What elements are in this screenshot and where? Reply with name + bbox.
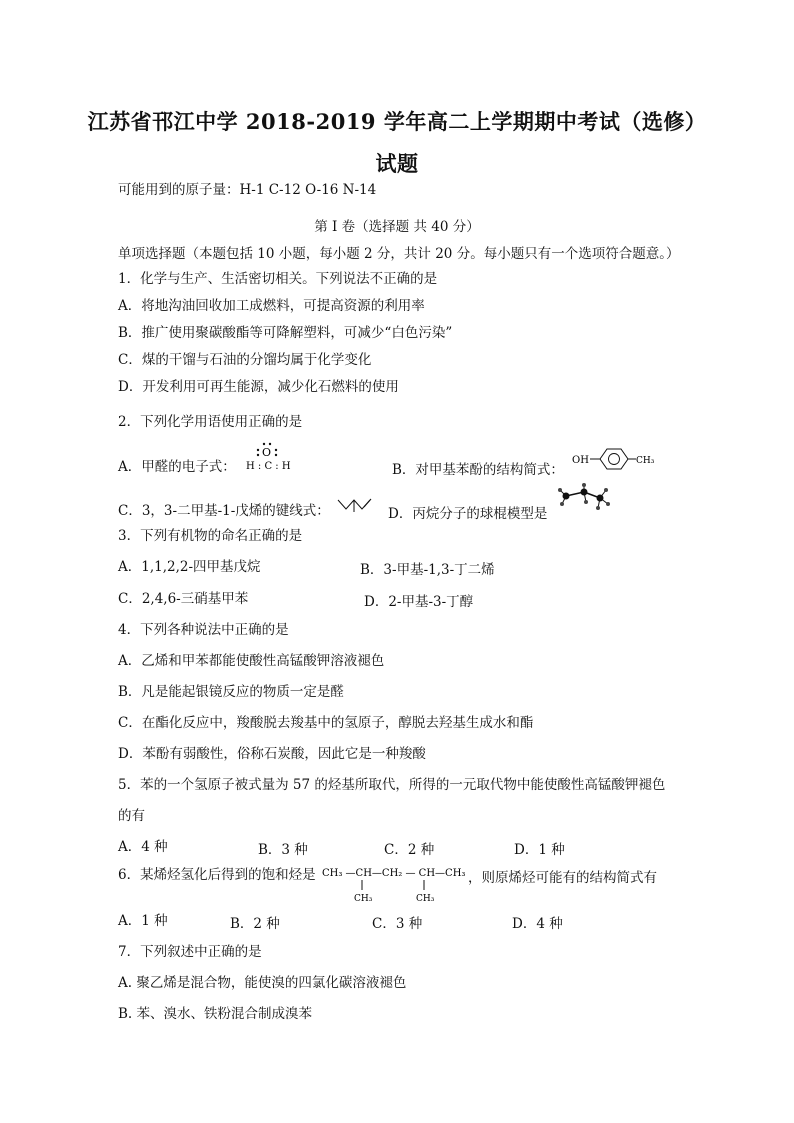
q4-stem: 4．下列各种说法中正确的是 — [118, 622, 289, 638]
q7-option-b: B. 苯、溴水、铁粉混合制成溴苯 — [118, 1006, 313, 1022]
branch-ch3-1: CH₃ — [354, 894, 373, 904]
instructions: 单项选择题（本题包括 10 小题，每小题 2 分，共计 20 分。每小题只有一个选项符合题意。） — [118, 246, 680, 262]
q2-option-c: C．3，3-二甲基-1-戊烯的键线式： — [118, 503, 330, 519]
exam-title: 江苏省邗江中学 2018-2019 学年高二上学期期中考试（选修） — [87, 109, 707, 134]
branch-ch3-2: CH₃ — [416, 894, 435, 904]
q3-option-c: C．2,4,6-三硝基甲苯 — [118, 591, 249, 607]
p-cresol-structure — [570, 444, 660, 474]
q7-stem: 7．下列叙述中正确的是 — [118, 944, 262, 960]
q6-option-a: A．1 种 — [118, 913, 168, 929]
cresol-ch3: CH₃ — [636, 456, 655, 466]
q4-option-a: A．乙烯和甲苯都能使酸性高锰酸钾溶液褪色 — [118, 653, 385, 669]
q1-option-b: B．推广使用聚碳酸酯等可降解塑料，可减少“白色污染” — [118, 325, 453, 341]
q5-stem-cont: 的有 — [118, 808, 145, 824]
formula-hch: H : C : H — [246, 461, 291, 472]
q5-option-b: B．3 种 — [258, 842, 308, 858]
skeletal-formula — [334, 494, 378, 516]
q5-option-a: A．4 种 — [118, 839, 168, 855]
q5-stem: 5．苯的一个氢原子被式量为 57 的烃基所取代，所得的一元取代物中能使酸性高锰酸钾褪色 — [118, 777, 666, 793]
cresol-oh: OH — [572, 455, 589, 466]
q3-stem: 3．下列有机物的命名正确的是 — [118, 528, 303, 544]
q1-option-a: A．将地沟油回收加工成燃料，可提高资源的利用率 — [118, 298, 425, 314]
q6-option-d: D．4 种 — [512, 916, 563, 932]
q7-option-a: A. 聚乙烯是混合物，能使溴的四氯化碳溶液褪色 — [118, 975, 407, 991]
q2-option-b: B．对甲基苯酚的结构简式： — [392, 462, 564, 478]
q2-option-a: A．甲醛的电子式： — [118, 459, 236, 475]
formaldehyde-electron-formula — [244, 440, 300, 474]
atomic-mass-note: 可能用到的原子量：H-1 C-12 O-16 N-14 — [118, 182, 377, 198]
section-heading: 第 I 卷（选择题 共 40 分） — [314, 219, 480, 235]
propane-ball-stick-model — [556, 482, 612, 518]
q6-option-c: C．3 种 — [372, 916, 423, 932]
q6-option-b: B．2 种 — [230, 916, 280, 932]
saturated-hydrocarbon-structure — [322, 860, 468, 904]
hydrocarbon-chain: CH₃ —CH—CH₂ — CH—CH₃ — [322, 868, 466, 879]
q1-option-c: C．煤的干馏与石油的分馏均属于化学变化 — [118, 352, 372, 368]
q4-option-d: D．苯酚有弱酸性，俗称石炭酸，因此它是一种羧酸 — [118, 746, 426, 762]
q2-option-d: D．丙烷分子的球棍模型是 — [388, 506, 548, 522]
q5-option-d: D．1 种 — [514, 842, 565, 858]
q1-option-d: D．开发利用可再生能源，减少化石燃料的使用 — [118, 379, 399, 395]
q4-option-b: B．凡是能起银镜反应的物质一定是醛 — [118, 684, 344, 700]
q3-option-d: D．2-甲基-3-丁醇 — [364, 594, 474, 610]
q6-stem: 6．某烯烃氢化后得到的饱和烃是 — [118, 867, 316, 883]
q1-stem: 1．化学与生产、生活密切相关。下列说法不正确的是 — [118, 271, 438, 287]
q3-option-b: B．3-甲基-1,3-丁二烯 — [360, 562, 495, 578]
q3-option-a: A．1,1,2,2-四甲基戊烷 — [118, 559, 261, 575]
exam-title-line2: 试题 — [375, 151, 419, 176]
q6-stem-cont: ，则原烯烃可能有的结构简式有 — [468, 870, 657, 886]
q5-option-c: C．2 种 — [384, 842, 435, 858]
q4-option-c: C．在酯化反应中，羧酸脱去羧基中的氢原子，醇脱去羟基生成水和酯 — [118, 715, 534, 731]
q2-stem: 2．下列化学用语使用正确的是 — [118, 414, 303, 430]
formula-oxygen: O — [262, 446, 272, 459]
